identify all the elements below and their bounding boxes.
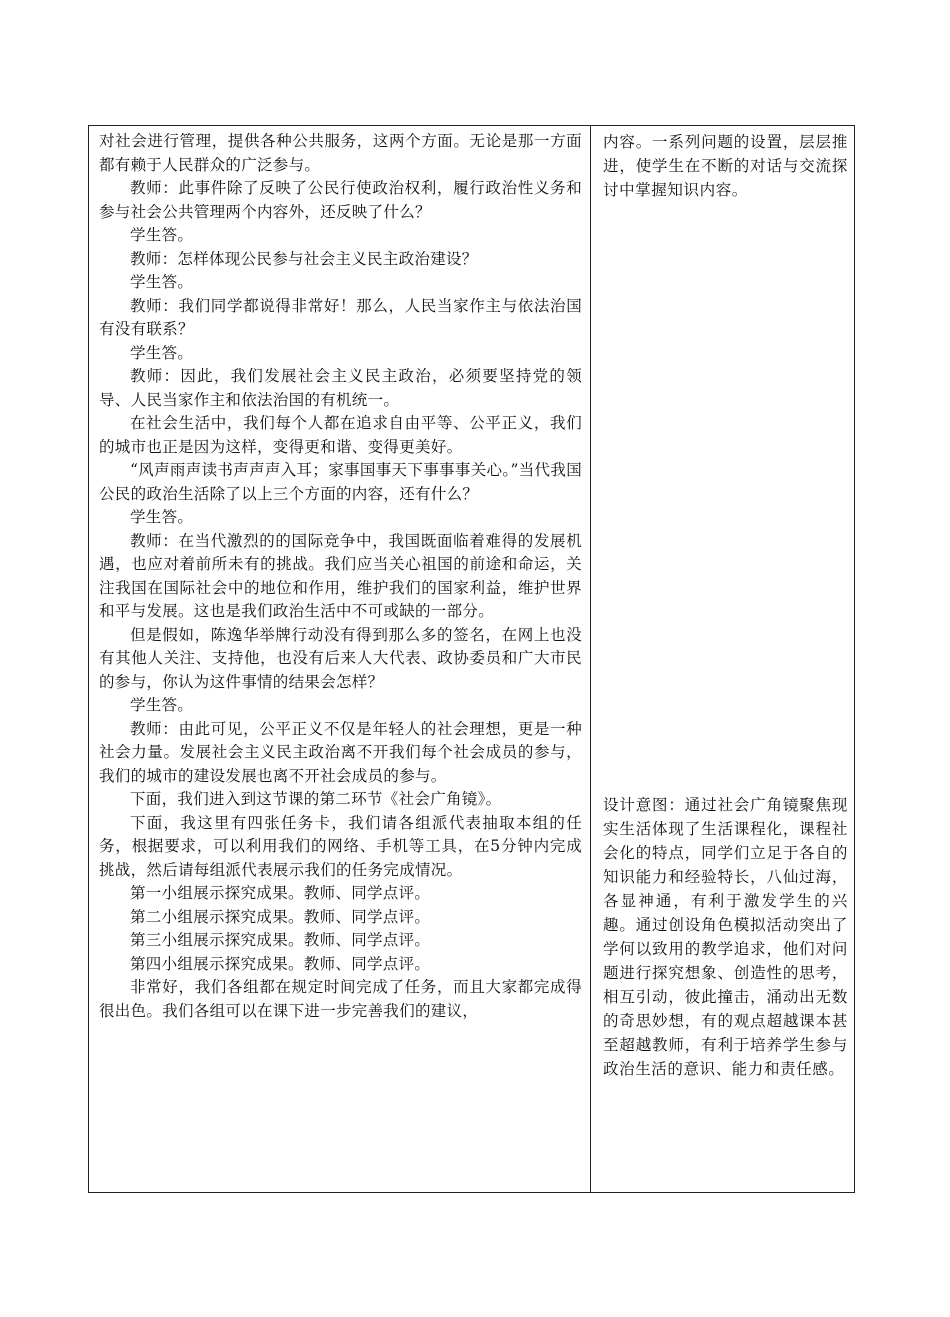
paragraph: 教师：怎样体现公民参与社会主义民主政治建设？ bbox=[130, 249, 478, 268]
paragraph: 下面，我们进入到这节课的第二环节《社会广角镜》。 bbox=[130, 790, 502, 808]
paragraph: 非常好，我们各组都在规定时间完成了任务，而且大家都完成得很出色。我们各组可以在课下进一步完善我们的建议， bbox=[99, 978, 582, 1020]
paragraph: 教师：在当代激烈的的国际竞争中，我国既面临着难得的发展机遇，也应对着前所未有的挑战。我们应当关心祖国的前途和命运，关注我国在国际社会中的地位和作用，维护我们的国家利益，维护世界和平与发展。这也是我们政治生活中不可或缺的一部分。 bbox=[99, 531, 582, 620]
paragraph: 学生答。 bbox=[130, 696, 194, 714]
paragraph: 第四小组展示探究成果。教师、同学点评。 bbox=[130, 954, 431, 973]
paragraph: 学生答。 bbox=[130, 273, 194, 291]
paragraph: 教师：因此，我们发展社会主义民主政治，必须要坚持党的领导、人民当家作主和依法治国的有机统一。 bbox=[99, 367, 582, 409]
paragraph: 在社会生活中，我们每个人都在追求自由平等、公平正义，我们的城市也正是因为这样，变得更和谐、变得更美好。 bbox=[99, 414, 582, 456]
teaching-process-cell bbox=[89, 126, 591, 1192]
design-intent-note: 设计意图：通过社会广角镜聚焦现实生活体现了生活课程化，课程社会化的特点，同学们立足于各自的知识能力和经验特长，八仙过海，各显神通，有利于激发学生的兴趣。通过创设角色模拟活动突出了学何以致用的教学追求，他们对问题进行探究想象、创造性的思考，相互引动，彼此撞击，涌动出无数的奇思妙想，有的观点超越课本甚至超越教师，有利于培养学生参与政治生活的意识、能力和责任感。 bbox=[603, 796, 848, 1078]
paragraph: 第一小组展示探究成果。教师、同学点评。 bbox=[130, 884, 431, 902]
paragraph: 但是假如，陈逸华举牌行动没有得到那么多的签名，在网上也没有其他人关注、支持他，也没有后来人大代表、政协委员和广大市民的参与，你认为这件事情的结果会怎样？ bbox=[99, 625, 582, 691]
paragraph: 第二小组展示探究成果。教师、同学点评。 bbox=[130, 907, 431, 926]
paragraph: “风声雨声读书声声声入耳；家事国事天下事事事关心。”当代我国公民的政治生活除了以上三个方面的内容，还有什么？ bbox=[99, 461, 582, 503]
paragraph: 学生答。 bbox=[130, 226, 194, 244]
paragraph: 教师：由此可见，公平正义不仅是年轻人的社会理想，更是一种社会力量。发展社会主义民主政治离不开我们每个社会成员的参与，我们的城市的建设发展也离不开社会成员的参与。 bbox=[99, 719, 582, 785]
design-note-continued: 内容。一系列问题的设置，层层推进，使学生在不断的对话与交流探讨中掌握知识内容。 bbox=[603, 133, 848, 199]
lesson-table bbox=[88, 125, 855, 1193]
paragraph: 下面，我这里有四张任务卡，我们请各组派代表抽取本组的任务，根据要求，可以利用我们的网络、手机等工具，在5分钟内完成挑战，然后请每组派代表展示我们的任务完成情况。 bbox=[99, 813, 582, 879]
paragraph: 教师：此事件除了反映了公民行使政治权利，履行政治性义务和参与社会公共管理两个内容外，还反映了什么？ bbox=[99, 179, 582, 221]
paragraph: 对社会进行管理，提供各种公共服务，这两个方面。无论是那一方面都有赖于人民群众的广泛参与。 bbox=[99, 132, 582, 174]
paragraph: 第三小组展示探究成果。教师、同学点评。 bbox=[130, 931, 431, 949]
design-intent-cell bbox=[591, 126, 854, 1192]
paragraph: 学生答。 bbox=[130, 508, 194, 526]
paragraph: 学生答。 bbox=[130, 343, 194, 362]
paragraph: 教师：我们同学都说得非常好！那么，人民当家作主与依法治国有没有联系？ bbox=[99, 296, 582, 338]
